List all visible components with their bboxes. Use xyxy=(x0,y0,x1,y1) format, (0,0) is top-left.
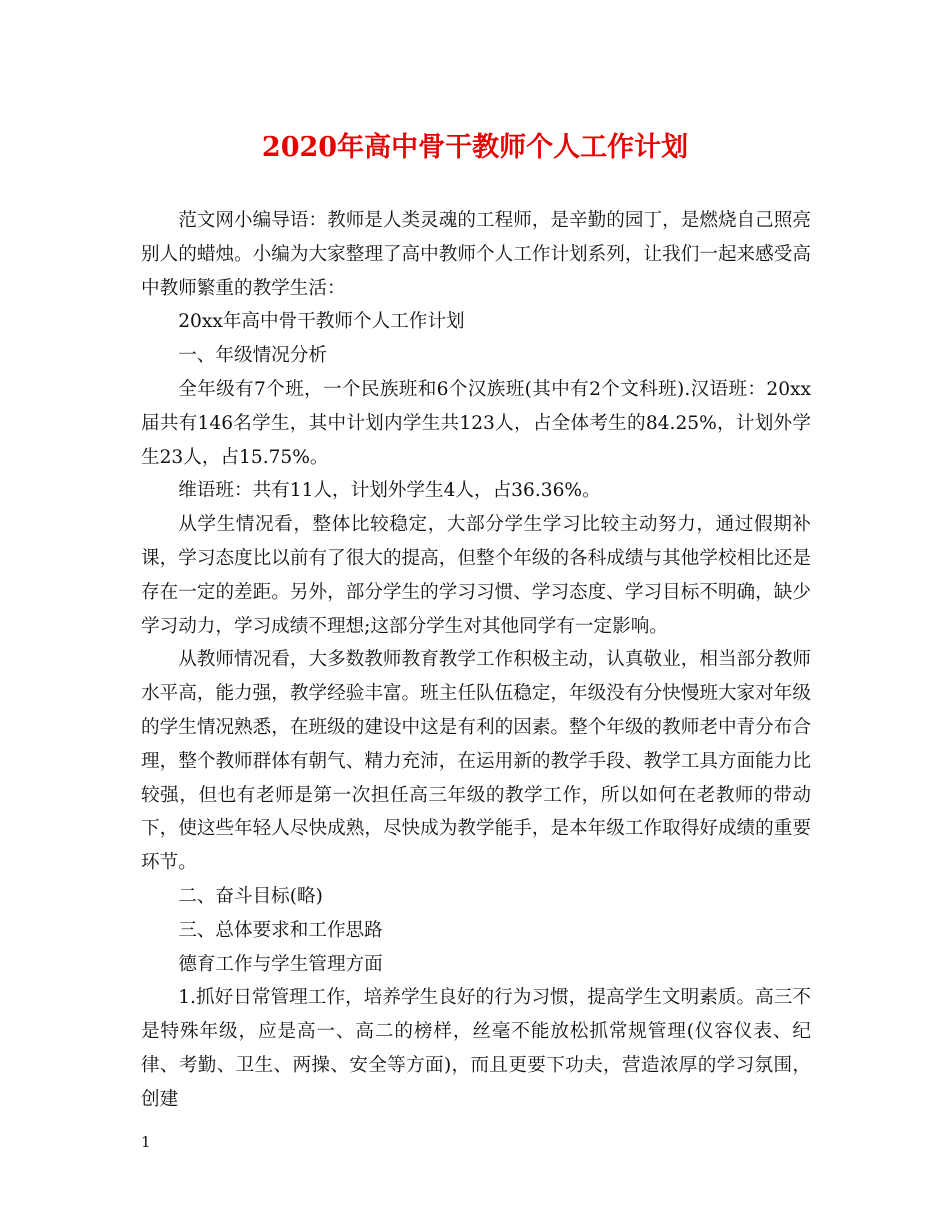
section-heading-requirements: 三、总体要求和工作思路 xyxy=(178,919,383,941)
paragraph-uyghur-class: 维语班：共有11人，计划外学生4人，占36.36%。 xyxy=(178,480,601,502)
subheading-moral-education: 德育工作与学生管理方面 xyxy=(178,953,383,975)
paragraph-daily-management: 1.抓好日常管理工作，培养学生良好的行为习惯，提高学生文明素质。高三不是特殊年级，应是高一、高二的榜样，丝毫不能放松抓常规管理(仪容仪表、纪律、考勤、卫生、两操、安全等方面)，而且更要下功夫，营造浓厚的学习氛围，创建 xyxy=(141,987,811,1110)
paragraph-teacher-situation: 从教师情况看，大多数教师教育教学工作积极主动，认真敬业，相当部分教师水平高，能力强，教学经验丰富。班主任队伍稳定，年级没有分快慢班大家对年级的学生情况熟悉，在班级的建设中这是有利的因素。整个年级的教师老中青分布合理，整个教师群体有朝气、精力充沛，在运用新的教学手段、教学工具方面能力比较强，但也有老师是第一次担任高三年级的教学工作，所以如何在老教师的带动下，使这些年轻人尽快成熟，尽快成为教学能手，是本年级工作取得好成绩的重要环节。 xyxy=(141,649,811,874)
section-heading-goals: 二、奋斗目标(略) xyxy=(178,885,323,907)
section-heading-grade-analysis: 一、年级情况分析 xyxy=(178,345,327,367)
paragraph-student-situation: 从学生情况看，整体比较稳定，大部分学生学习比较主动努力，通过假期补课，学习态度比以前有了很大的提高，但整个年级的各科成绩与其他学校相比还是存在一定的差距。另外，部分学生的学习习惯、学习态度、学习目标不明确，缺少学习动力，学习成绩不理想;这部分学生对其他同学有一定影响。 xyxy=(141,514,811,637)
page-number: 1 xyxy=(141,1133,151,1151)
document-title: 2020年高中骨干教师个人工作计划 xyxy=(261,132,689,163)
paragraph-class-stats: 全年级有7个班，一个民族班和6个汉族班(其中有2个文科班).汉语班：20xx届共有146名学生，其中计划内学生共123人，占全体考生的84.25%，计划外学生23人，占15.75%。 xyxy=(141,378,811,468)
paragraph-subtitle: 20xx年高中骨干教师个人工作计划 xyxy=(178,311,465,333)
paragraph-intro: 范文网小编导语：教师是人类灵魂的工程师，是辛勤的园丁，是燃烧自己照亮别人的蜡烛。小编为大家整理了高中教师个人工作计划系列，让我们一起来感受高中教师繁重的教学生活： xyxy=(141,210,811,299)
document-body xyxy=(141,204,811,1117)
